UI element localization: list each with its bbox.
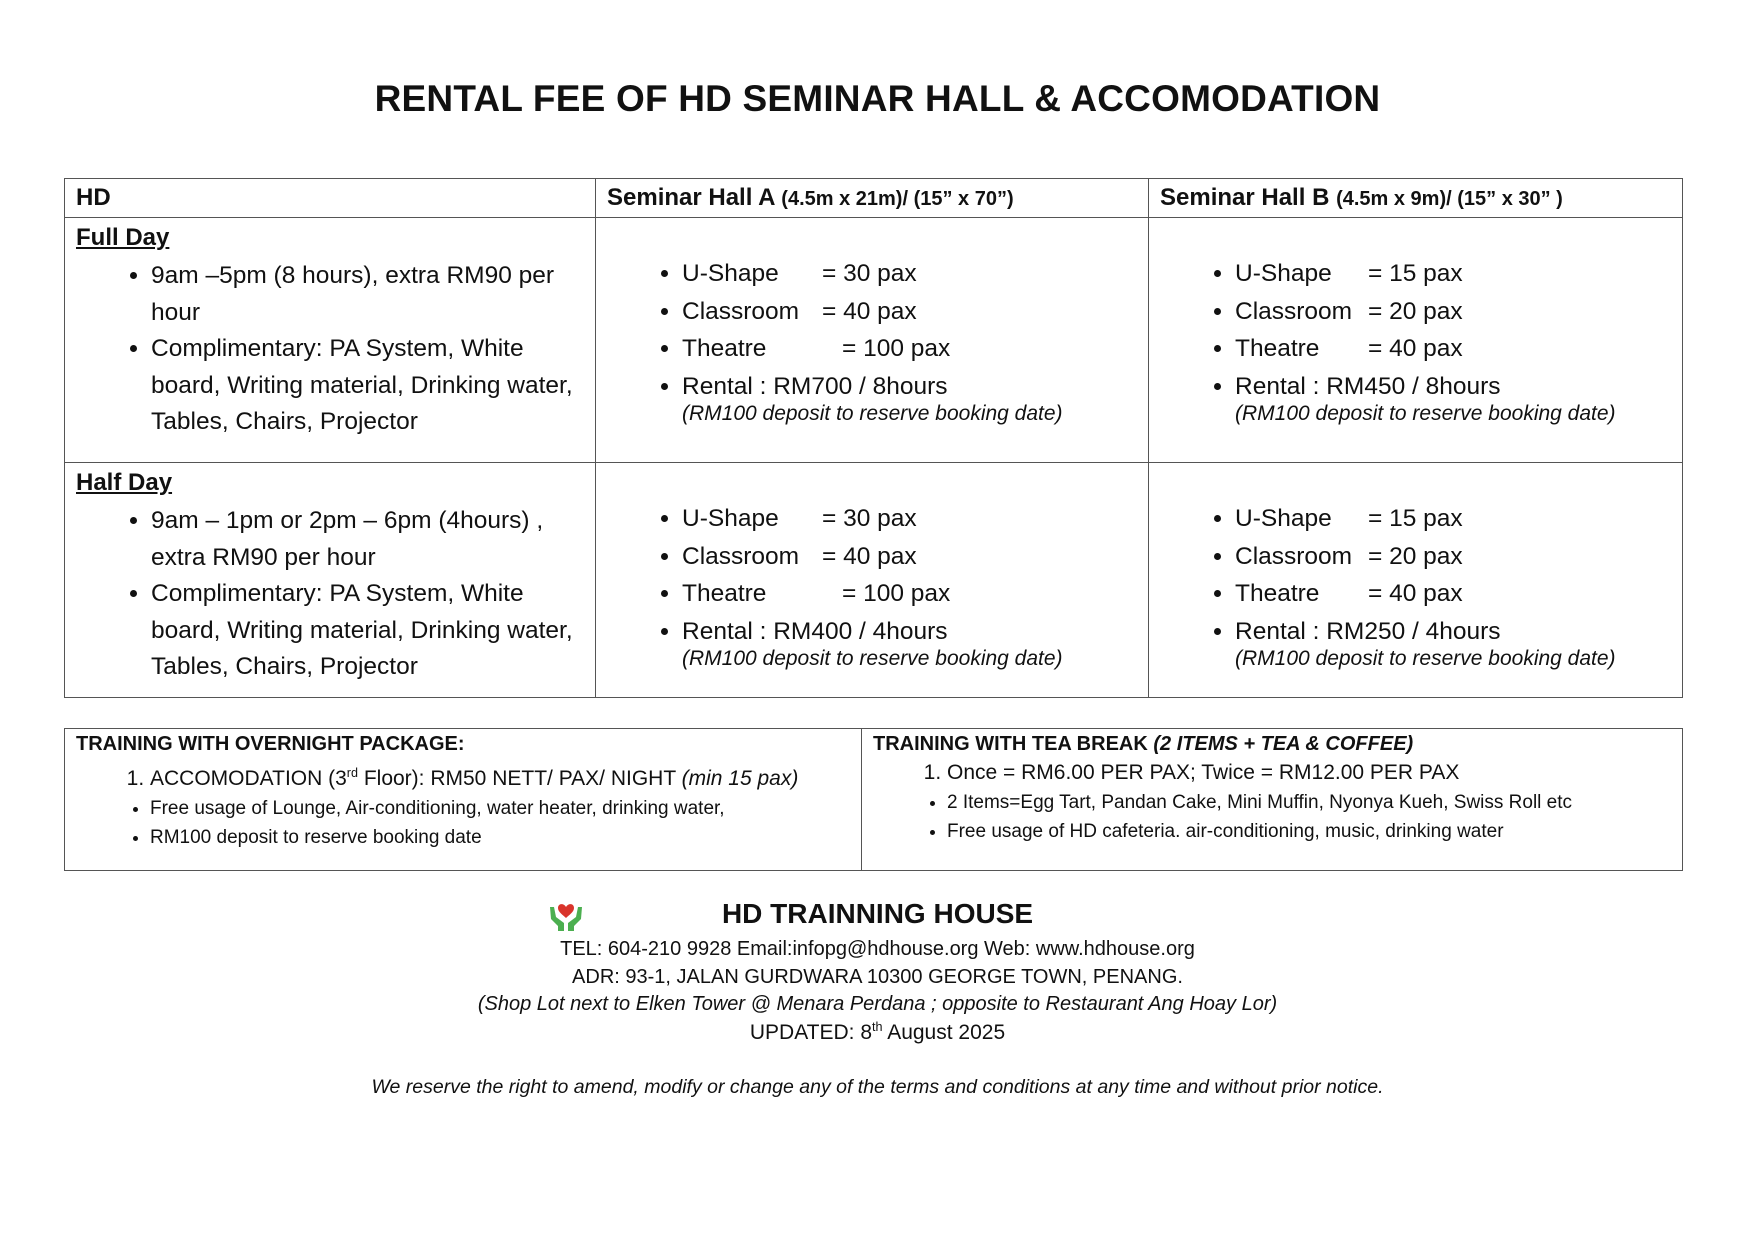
list-item: 1. ACCOMODATION (3rd Floor): RM50 NETT/ PAX/ NIGHT (min 15 pax) [150, 758, 861, 794]
list-item: • U-Shape = 15 pax [1235, 255, 1682, 293]
address: ADR: 93-1, JALAN GURDWARA 10300 GEORGE TOWN, PENANG. [572, 966, 1183, 988]
list-item: • U-Shape = 15 pax [1235, 500, 1682, 538]
list-item: • Complimentary: PA System, White board, Writing material, Drinking water, Tables, Chairs, Projector [151, 331, 595, 441]
package-row [65, 729, 1683, 871]
hall-a-dims: (4.5m x 21m)/ (15” x 70”) [781, 188, 1014, 210]
half-day-hall-b [1149, 463, 1683, 698]
overnight-heading: TRAINING WITH OVERNIGHT PACKAGE: [76, 733, 465, 755]
list-item: • Complimentary: PA System, White board, Writing material, Drinking water, Tables, Chairs, Projector [151, 576, 595, 686]
list-item: • Free usage of HD cafeteria. air-conditioning, music, drinking water [947, 817, 1682, 846]
hall-b-name: Seminar Hall B [1160, 184, 1330, 211]
list-item: • Rental : RM400 / 4hours (RM100 deposit to reserve booking date) [682, 613, 1148, 673]
table-row-full-day [65, 218, 1683, 463]
location-note: (Shop Lot next to Elken Tower @ Menara Perdana ; opposite to Restaurant Ang Hoay Lor) [477, 993, 1278, 1015]
list-item: • Free usage of Lounge, Air-conditioning, water heater, drinking water, [150, 794, 861, 823]
brand-name: HD TRAINNING HOUSE [721, 898, 1034, 929]
header-hall-a [596, 179, 1149, 218]
rental-table [64, 178, 1683, 698]
half-day-hall-a [596, 463, 1149, 698]
hall-a-name: Seminar Hall A [607, 184, 775, 211]
half-day-description [65, 463, 596, 698]
list-item: • Classroom = 40 pax [682, 293, 1148, 331]
deposit-note: (RM100 deposit to reserve booking date) [682, 402, 1063, 425]
deposit-note: (RM100 deposit to reserve booking date) [682, 647, 1063, 670]
list-item: • Classroom = 20 pax [1235, 293, 1682, 331]
deposit-note: (RM100 deposit to reserve booking date) [1235, 647, 1616, 670]
list-item: • Classroom = 40 pax [682, 538, 1148, 576]
list-item: • Theatre = 40 pax [1235, 330, 1682, 368]
list-item: • Classroom = 20 pax [1235, 538, 1682, 576]
full-day-description [65, 218, 596, 463]
header-hd: HD [65, 179, 596, 218]
updated-date: UPDATED: 8th August 2025 [749, 1020, 1006, 1044]
tea-break-package [862, 729, 1683, 871]
list-item: • Rental : RM250 / 4hours (RM100 deposit to reserve booking date) [1235, 613, 1682, 673]
list-item: 1. Once = RM6.00 PER PAX; Twice = RM12.00 PER PAX [947, 758, 1682, 788]
overnight-package [65, 729, 862, 871]
disclaimer: We reserve the right to amend, modify or change any of the terms and conditions at any time and without prior notice. [371, 1076, 1384, 1098]
tea-break-heading: TRAINING WITH TEA BREAK (2 ITEMS + TEA & COFFEE) [873, 733, 1414, 755]
list-item: • 2 Items=Egg Tart, Pandan Cake, Mini Muffin, Nyonya Kueh, Swiss Roll etc [947, 788, 1682, 817]
list-item: • Rental : RM450 / 8hours (RM100 deposit to reserve booking date) [1235, 368, 1682, 428]
table-header-row [65, 179, 1683, 218]
list-item: • 9am –5pm (8 hours), extra RM90 per hour [151, 258, 595, 331]
list-item: • U-Shape = 30 pax [682, 255, 1148, 293]
list-item: • 9am – 1pm or 2pm – 6pm (4hours) , extra RM90 per hour [151, 503, 595, 576]
page-title: RENTAL FEE OF HD SEMINAR HALL & ACCOMODATION [374, 78, 1381, 119]
list-item: • RM100 deposit to reserve booking date [150, 823, 861, 852]
full-day-label: Full Day [76, 224, 170, 251]
list-item: • Theatre = 40 pax [1235, 575, 1682, 613]
deposit-note: (RM100 deposit to reserve booking date) [1235, 402, 1616, 425]
hall-b-dims: (4.5m x 9m)/ (15” x 30” ) [1336, 188, 1563, 210]
contact-info: TEL: 604-210 9928 Email:infopg@hdhouse.org Web: www.hdhouse.org [560, 938, 1195, 960]
table-row-half-day [65, 463, 1683, 698]
list-item: • Theatre = 100 pax [682, 575, 1148, 613]
list-item: • Theatre = 100 pax [682, 330, 1148, 368]
list-item: • U-Shape = 30 pax [682, 500, 1148, 538]
package-table [64, 728, 1683, 871]
header-hall-b [1149, 179, 1683, 218]
half-day-label: Half Day [76, 469, 173, 496]
full-day-hall-a [596, 218, 1149, 463]
full-day-hall-b [1149, 218, 1683, 463]
list-item: • Rental : RM700 / 8hours (RM100 deposit to reserve booking date) [682, 368, 1148, 428]
